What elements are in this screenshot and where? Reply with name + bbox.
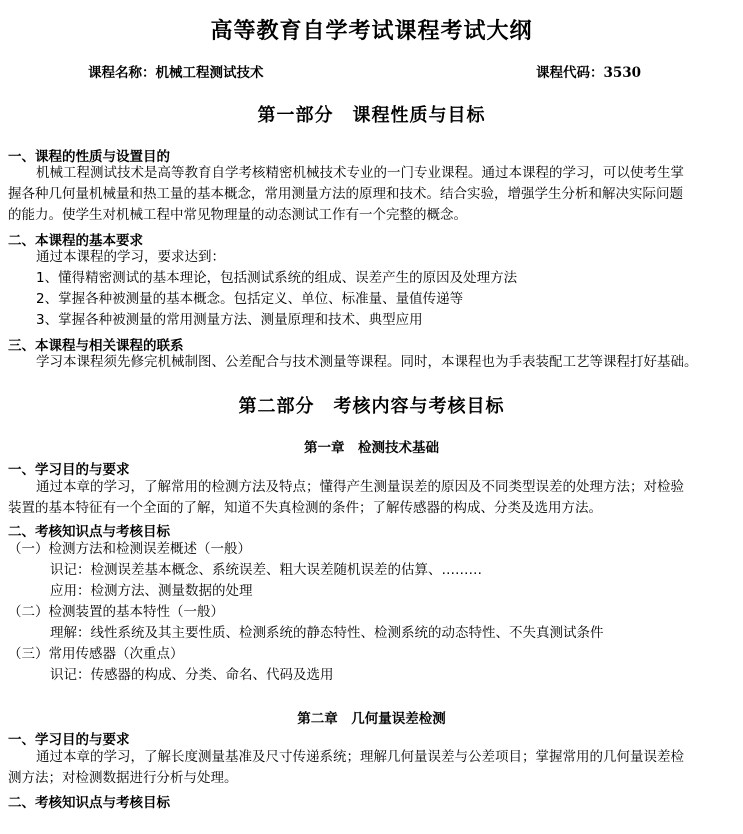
part1-section3-line: 学习本课程须先修完机械制图、公差配合与技术测量等课程。同时，本课程也为手表装配工艺等课程打好基础。 <box>36 354 698 370</box>
part2-title: 第二部分 考核内容与考核目标 <box>238 396 505 417</box>
part1-section2-heading: 二、本课程的基本要求 <box>8 233 143 249</box>
part1-section2-line: 通过本课程的学习，要求达到： <box>36 249 225 265</box>
part1-section3-heading: 三、本课程与相关课程的联系 <box>8 338 184 354</box>
knowledge-point-heading: （二）检测装置的基本特性（一般） <box>8 604 224 620</box>
part1-section1-line: 机械工程测试技术是高等教育自学考核精密机械技术专业的一门专业课程。通过本课程的学习，可以使考生掌 <box>36 165 684 181</box>
part1-section2-item: 2、掌握各种被测量的基本概念。包括定义、单位、标准量、量值传递等 <box>36 291 464 307</box>
chapter1-section2-heading: 二、考核知识点与考核目标 <box>8 524 170 540</box>
chapter2-section1-heading: 一、学习目的与要求 <box>8 732 130 748</box>
chapter2-title: 第二章 几何量误差检测 <box>297 711 446 727</box>
knowledge-point-detail: 理解：线性系统及其主要性质、检测系统的静态特性、检测系统的动态特性、不失真测试条件 <box>50 625 604 641</box>
part1-section2-item: 1、懂得精密测试的基本理论，包括测试系统的组成、误差产生的原因及处理方法 <box>36 270 518 286</box>
chapter2-section2-heading: 二、考核知识点与考核目标 <box>8 795 170 811</box>
part1-section1-line: 握各种几何量机械量和热工量的基本概念，常用测量方法的原理和技术。结合实验，增强学生分析和解决实际问题 <box>8 186 683 202</box>
knowledge-point-detail: 应用：检测方法、测量数据的处理 <box>50 583 253 599</box>
chapter2-section1-line: 测方法；对检测数据进行分析与处理。 <box>8 770 238 786</box>
part1-section1-heading: 一、课程的性质与设置目的 <box>8 149 170 165</box>
knowledge-point-detail: 识记：传感器的构成、分类、命名、代码及选用 <box>50 667 334 683</box>
document-title: 高等教育自学考试课程考试大纲 <box>210 18 533 44</box>
part1-section1-line: 的能力。使学生对机械工程中常见物理量的动态测试工作有一个完整的概念。 <box>8 207 467 223</box>
course-code: 课程代码：3530 <box>536 65 642 81</box>
chapter2-section1-line: 通过本章的学习，了解长度测量基准及尺寸传递系统；理解几何量误差与公差项目；掌握常用的几何量误差检 <box>36 749 684 765</box>
knowledge-point-heading: （三）常用传感器（次重点） <box>8 646 184 662</box>
chapter1-section1-line: 通过本章的学习，了解常用的检测方法及特点；懂得产生测量误差的原因及不同类型误差的处理方法；对检验 <box>36 479 684 495</box>
chapter1-section1-heading: 一、学习目的与要求 <box>8 462 130 478</box>
part1-section2-item: 3、掌握各种被测量的常用测量方法、测量原理和技术、典型应用 <box>36 312 423 328</box>
knowledge-point-detail: 识记：检测误差基本概念、系统误差、粗大误差随机误差的估算、……… <box>50 562 482 578</box>
chapter1-title: 第一章 检测技术基础 <box>304 440 439 456</box>
course-name: 课程名称：机械工程测试技术 <box>88 65 264 81</box>
knowledge-point-heading: （一）检测方法和检测误差概述（一般） <box>8 541 251 557</box>
chapter1-section1-line: 装置的基本特征有一个全面的了解，知道不失真检测的条件；了解传感器的构成、分类及选用方法。 <box>8 500 602 516</box>
part1-title: 第一部分 课程性质与目标 <box>257 105 486 126</box>
